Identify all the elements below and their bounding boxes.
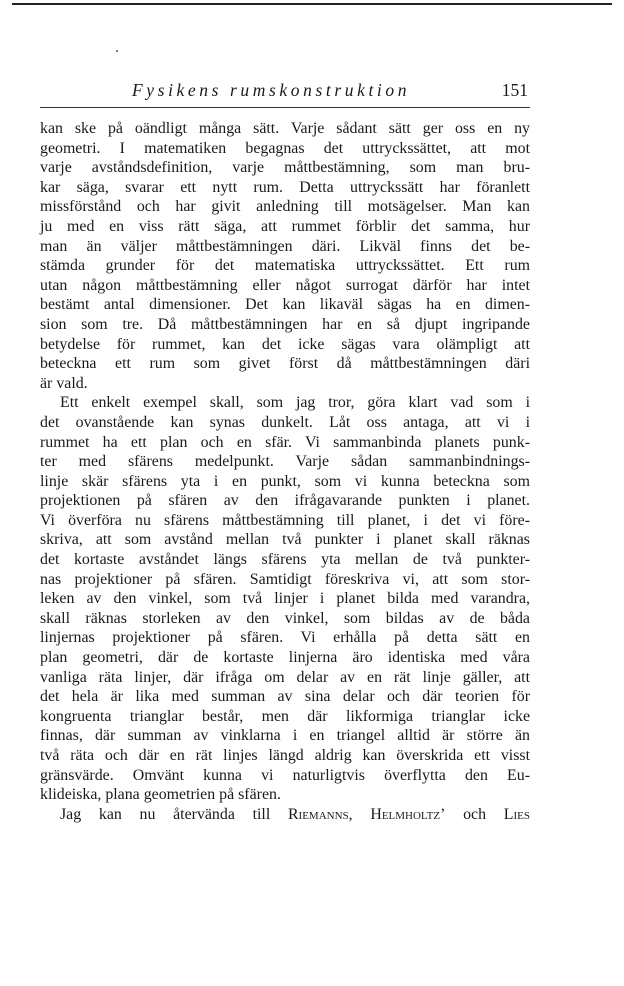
text-line: geometri. I matematiken begagnas det uttryckssättet, att mot xyxy=(40,139,530,157)
page-number: 151 xyxy=(501,80,528,100)
paragraph-2 xyxy=(40,393,530,804)
header-rule xyxy=(40,107,530,108)
text-line: det ovanstående kan synas dunkelt. Låt oss antaga, att vi i xyxy=(40,413,530,431)
text-line: klideiska, plana geometrien på sfären. xyxy=(40,786,281,804)
paragraph-3 xyxy=(40,805,530,825)
text-line: utan någon måttbestämning eller något surrogat därför har intet xyxy=(40,276,530,294)
text-line: betydelse för rummet, kan det icke sägas vara olämpligt att xyxy=(40,335,530,353)
running-title: Fysikens rumskonstruktion xyxy=(132,80,411,100)
text-line: missförstånd och har givit anledning till motsägelser. Man kan xyxy=(40,198,530,216)
text-line: varje avståndsdefinition, varje måttbestämning, som man bru- xyxy=(40,159,530,177)
text-line: Vi överföra nu sfärens måttbestämning till planet, i det vi före- xyxy=(40,511,530,529)
text-line: leken av den vinkel, som två linjer i planet bilda med varandra, xyxy=(40,590,530,608)
top-border-line xyxy=(12,3,612,5)
text-line: rummet ha ett plan och en sfär. Vi sammanbinda planets punk- xyxy=(40,433,530,451)
paragraph-3-start: Jag kan nu återvända till xyxy=(60,805,271,823)
text-line: stämda grunder för det matematiska uttryckssättet. Ett rum xyxy=(40,257,530,275)
page-header xyxy=(40,80,530,106)
author-name-riemann: Riemanns, xyxy=(287,805,353,823)
text-line: finnas, där summan av vinklarna i en triangel alltid är större än xyxy=(40,727,530,745)
text-line: gränsvärde. Omvänt kunna vi naturligtvis överflytta den Eu- xyxy=(40,766,530,784)
text-line: bestämt antal dimensioner. Det kan likaväl sägas ha en dimen- xyxy=(40,296,530,314)
text-line: nas projektioner på sfären. Samtidigt föreskriva vi, att som stor- xyxy=(40,570,530,588)
text-line: linjernas projektioner på sfären. Vi erhålla på detta sätt en xyxy=(40,629,530,647)
text-line: vanliga räta linjer, där ifråga om delar av en rät linje gäller, att xyxy=(40,668,530,686)
text-line: linje skär sfärens yta i en punkt, som vi kunna beteckna som xyxy=(40,472,530,490)
connector-word: och xyxy=(463,805,487,823)
text-line: projektionen på sfären av den ifrågavarande punkten i planet. xyxy=(40,492,530,510)
text-line: är vald. xyxy=(40,374,88,392)
text-line: det hela är lika med summan av sina delar och där teorien för xyxy=(40,688,530,706)
text-line: två räta och där en rät linjes längd aldrig kan överskrida ett visst xyxy=(40,747,530,764)
text-line: Ett enkelt exempel skall, som jag tror, göra klart vad som i xyxy=(60,394,530,412)
text-line: skall räknas storleken av den vinkel, som bildas av de båda xyxy=(40,609,530,627)
text-line: kar säga, svarar ett nytt rum. Detta uttryckssätt har föranlett xyxy=(40,178,530,196)
text-line: ju med en viss rätt säga, att rummet förblir det samma, hur xyxy=(40,217,530,235)
text-line: beteckna ett rum som givet först då måttbestämningen däri xyxy=(40,355,530,373)
author-name-helmholtz: Helmholtz’ xyxy=(370,805,446,823)
body-text xyxy=(40,119,530,824)
text-line xyxy=(40,805,530,825)
text-line: man än väljer måttbestämningen däri. Likväl finns det be- xyxy=(40,237,530,255)
text-line: kan ske på oändligt många sätt. Varje sådant sätt ger oss en ny xyxy=(40,120,530,137)
text-line: skriva, att som avstånd mellan två punkter i planet skall räknas xyxy=(40,531,530,549)
text-line: kongruenta trianglar består, men där likformiga trianglar icke xyxy=(40,707,530,725)
paragraph-1 xyxy=(40,119,530,393)
author-name-lie: Lies xyxy=(503,805,530,823)
text-line: ter med sfärens medelpunkt. Varje sådan sammanbindnings- xyxy=(40,453,530,471)
text-line: plan geometri, där de kortaste linjerna äro identiska med våra xyxy=(40,649,530,667)
scan-speck xyxy=(116,50,118,52)
text-line: det kortaste avståndet längs sfärens yta mellan de två punkter- xyxy=(40,551,530,569)
text-line: sion som tre. Då måttbestämningen har en så djupt ingripande xyxy=(40,315,530,333)
